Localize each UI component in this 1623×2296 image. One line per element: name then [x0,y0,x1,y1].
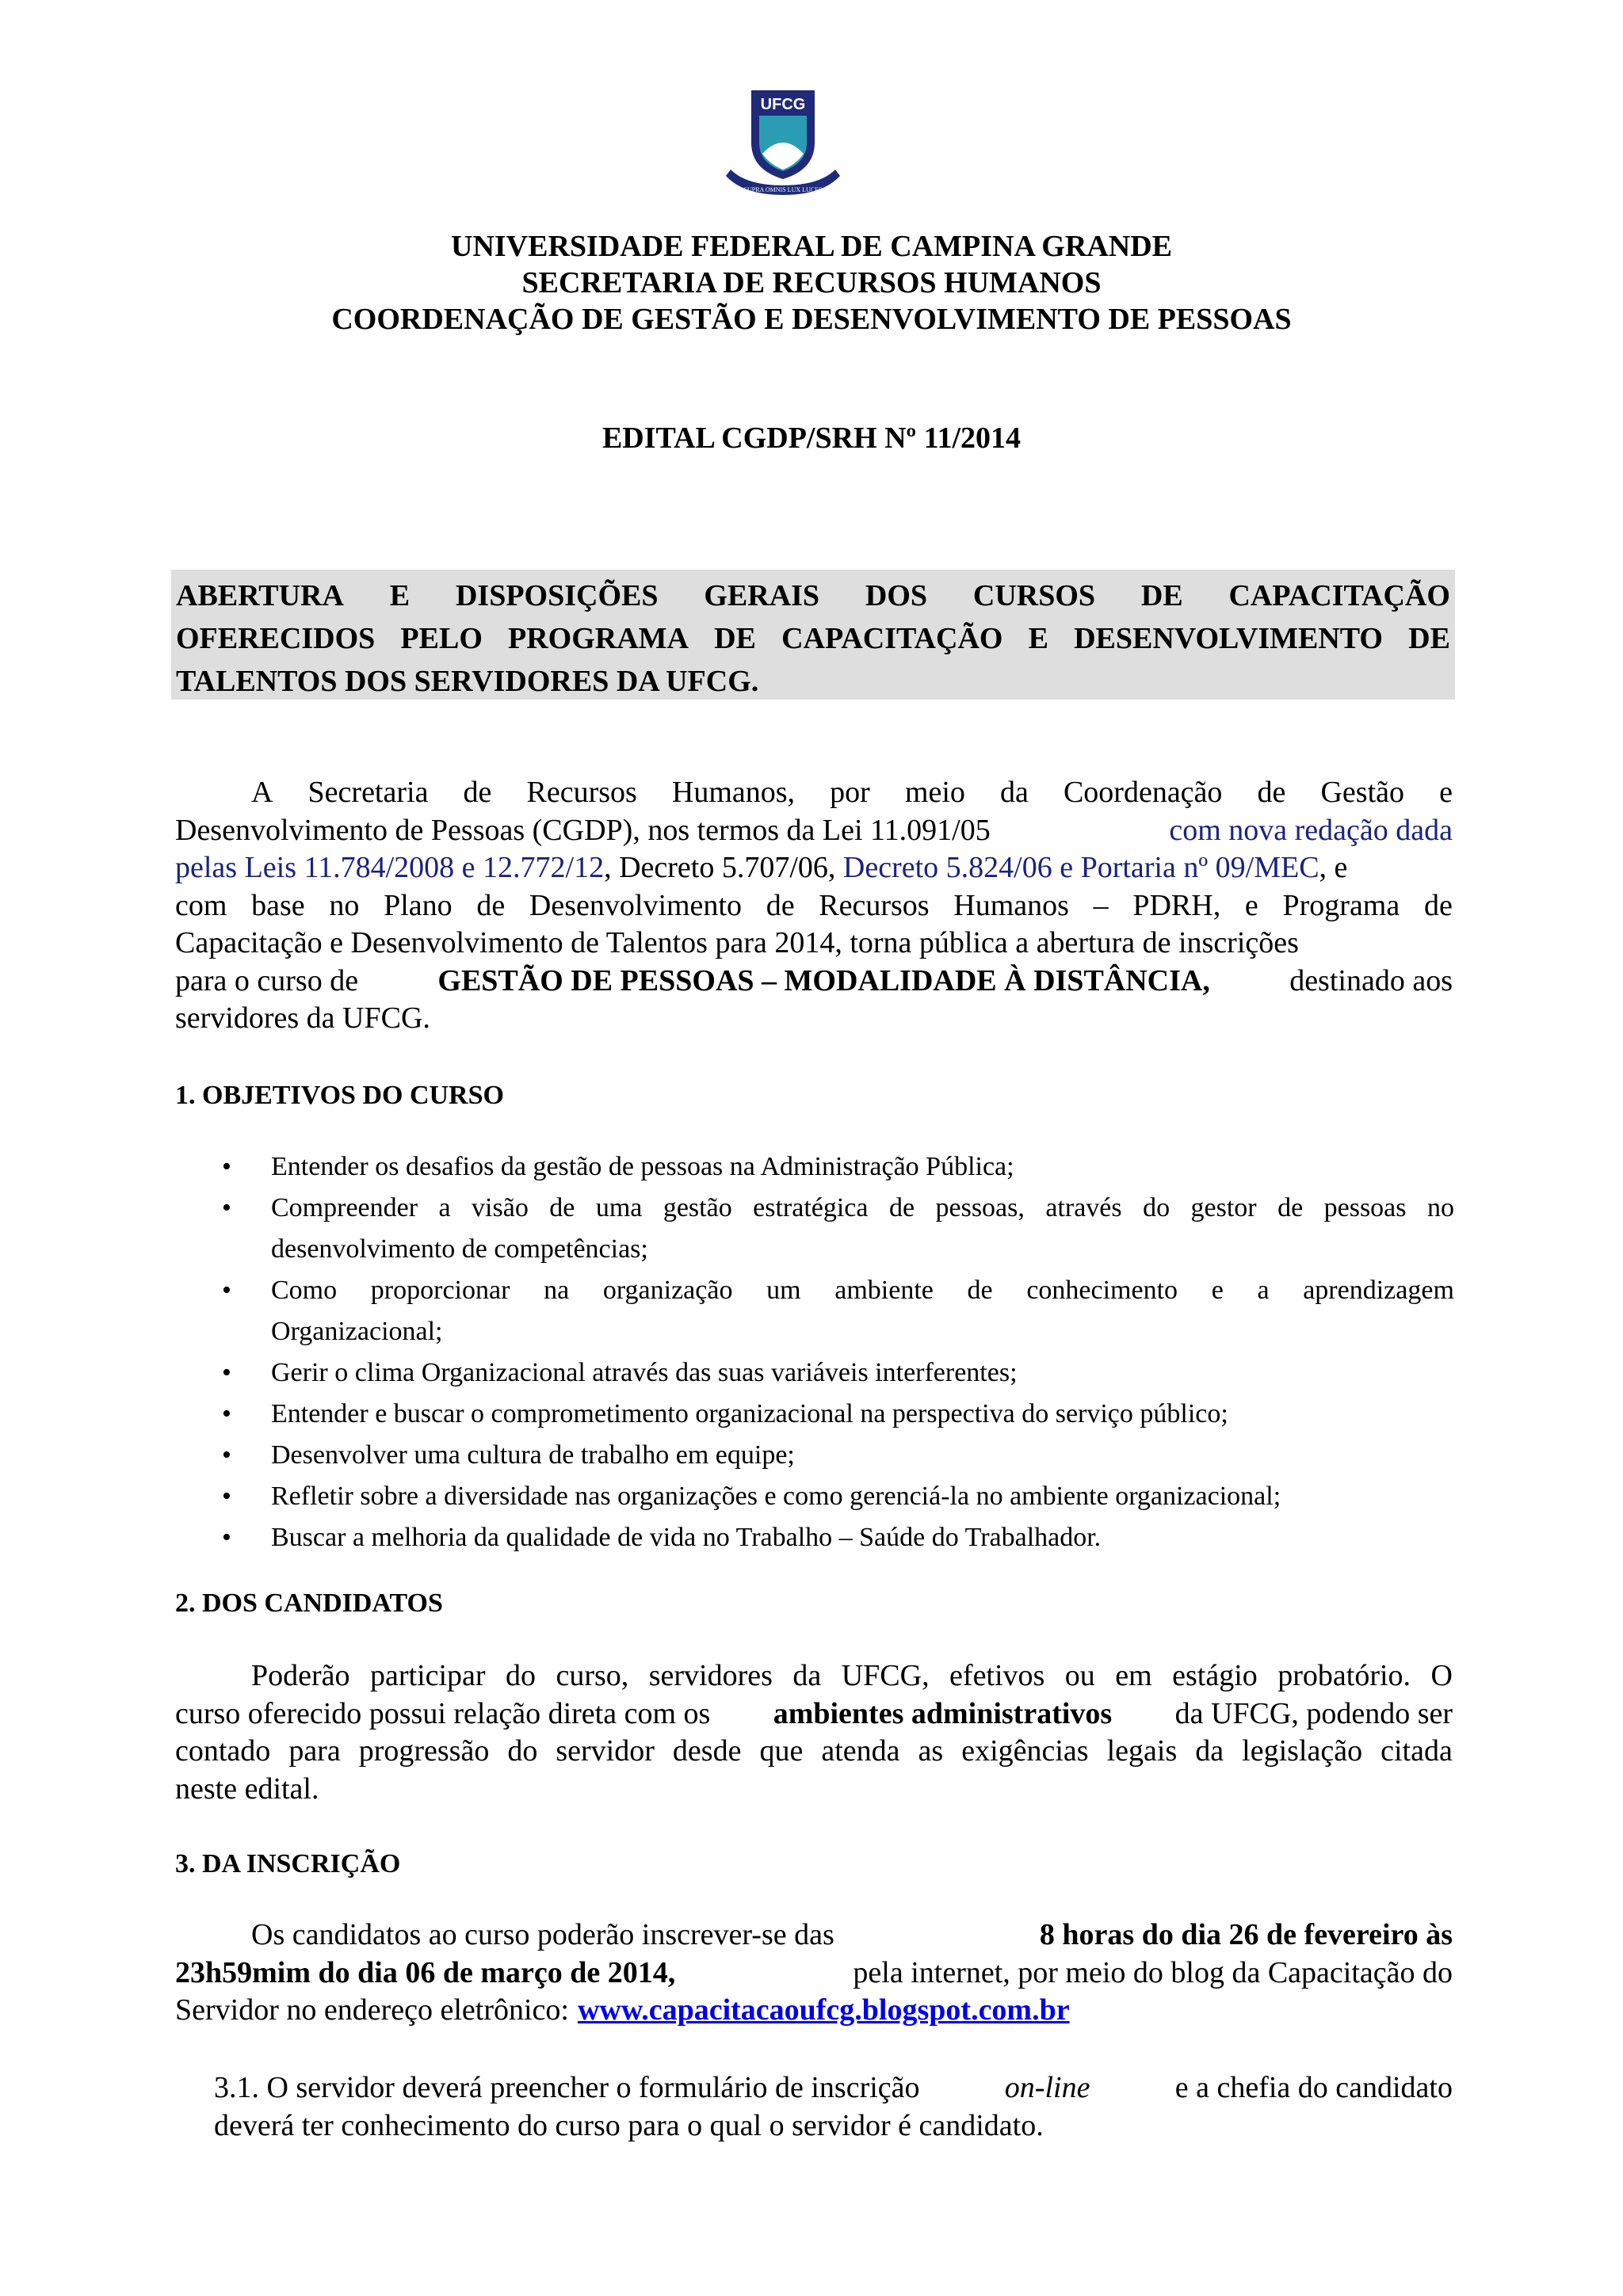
word: na [544,1276,570,1305]
word: Gestão [1320,776,1405,809]
word: servidor [556,1734,655,1768]
bullet-icon: • [222,1440,231,1470]
word: aprendizagem [1303,1276,1454,1305]
word: da [792,1659,822,1692]
word: CURSOS [972,579,1096,612]
section-3-title: 3. DA INSCRIÇÃO [175,1849,401,1878]
word: de [549,1193,575,1222]
word: atenda [821,1734,900,1768]
candidates-text: curso oferecido possui relação direta com os [175,1696,711,1730]
list-item-text: Entender os desafios da gestão de pessoas na Administração Pública; [271,1152,1014,1181]
inscricao-text: Os candidatos ao curso poderão inscrever-se das [251,1918,834,1951]
list-item-text: Desenvolver uma cultura de trabalho em equipe; [271,1440,795,1470]
subsection-3-1 [214,2069,1453,2145]
word: a [438,1193,451,1222]
word: no [1426,1193,1454,1222]
word: através [1045,1193,1122,1222]
intro-line-1 [175,774,1453,812]
list-item [222,1352,1454,1394]
section-2-title: 2. DOS CANDIDATOS [175,1589,443,1618]
list-item [222,1188,1454,1270]
word: gestão [663,1193,732,1222]
inscricao-line-2 [175,1955,1453,1993]
word: de [1277,1193,1304,1222]
subject-line-2 [176,617,1450,660]
bullet-icon: • [222,1152,231,1181]
list-item [222,1394,1454,1435]
word: ambiente [834,1276,934,1305]
word: curso, [556,1659,629,1692]
subject-line-1 [176,574,1450,617]
word: para [288,1734,341,1768]
word: Recursos [819,888,930,922]
intro-text: para o curso de [175,963,359,997]
subject-line-3: TALENTOS DOS SERVIDORES DA UFCG. [176,665,759,698]
word: visão [472,1193,529,1222]
list-item-text: Entender e buscar o comprometimento organizacional na perspectiva do serviço público; [271,1399,1228,1428]
word: Secretaria [307,776,429,809]
word: e [1211,1276,1224,1305]
word: Como [271,1276,338,1305]
word: PDRH, [1132,888,1221,922]
subsection-italic: on-line [1004,2071,1090,2104]
university-name: UNIVERSIDADE FEDERAL DE CAMPINA GRANDE [451,230,1172,263]
intro-line-6 [175,963,1453,1001]
word: Plano [384,888,453,922]
word: PROGRAMA [508,622,689,655]
list-item [222,1517,1454,1558]
bullet-icon: • [222,1523,231,1552]
inscricao-line-3 [175,1992,1453,2030]
word: E [1028,622,1048,655]
intro-line-5: Capacitação e Desenvolvimento de Talentos para 2014, torna pública a abertura de inscrições [175,926,1299,959]
intro-line-4 [175,887,1453,925]
word: da [1195,1734,1224,1768]
word: conhecimento [1026,1276,1178,1305]
word: O [1430,1659,1453,1692]
word: no [329,888,360,922]
subject-box [171,570,1455,700]
list-item-text: Refletir sobre a diversidade nas organizações e como gerenciá-la no ambiente organizacional; [271,1482,1281,1511]
word: desde [672,1734,742,1768]
word: DOS [865,579,928,612]
word: do [506,1659,537,1692]
word: estratégica [753,1193,869,1222]
word: de [463,776,492,809]
word: Desenvolvimento [529,888,742,922]
list-item-text: Buscar a melhoria da qualidade de vida no Trabalho – Saúde do Trabalhador. [271,1523,1102,1552]
word: citada [1381,1734,1453,1768]
intro-link-text: Decreto 5.824/06 e Portaria nº 09/MEC [842,851,1319,884]
inscricao-date: 23h59mim do dia 06 de março de 2014, [175,1955,676,1989]
word: legais [1106,1734,1178,1768]
word: proporcionar [370,1276,510,1305]
word: CAPACITAÇÃO [1228,579,1450,612]
word: UFCG, [841,1659,930,1692]
word: de [967,1276,993,1305]
list-item [222,1270,1454,1352]
logo-text: UFCG [760,96,806,113]
list-item-text: desenvolvimento de competências; [271,1234,648,1264]
ufcg-logo [720,87,846,206]
word: Programa [1282,888,1400,922]
word: base [251,888,305,922]
word: meio [904,776,965,809]
list-item [222,1146,1454,1188]
word: OFERECIDOS [176,622,376,655]
word: PELO [400,622,483,655]
bullet-icon: • [222,1193,231,1222]
word: as [918,1734,944,1768]
word: com [175,888,227,922]
word: em [1115,1659,1152,1692]
candidates-text: da UFCG, podendo ser [1174,1696,1453,1730]
section-1-title: 1. OBJETIVOS DO CURSO [175,1081,504,1110]
word: Humanos, [671,776,796,809]
intro-text: , Decreto 5.707/06, [604,851,843,884]
word: DE [714,622,756,655]
intro-line-3 [175,849,1453,887]
word: do [507,1734,538,1768]
subsection-3-1-line-1 [214,2069,1453,2107]
secretaria-name: SECRETARIA DE RECURSOS HUMANOS [521,266,1102,299]
coordenacao-name: COORDENAÇÃO DE GESTÃO E DESENVOLVIMENTO DE PESSOAS [331,303,1292,336]
word: ou [1064,1659,1095,1692]
word: por [830,776,870,809]
word: exigências [961,1734,1089,1768]
subsection-3-1-line-2: deverá ter conhecimento do curso para o qual o servidor é candidato. [214,2108,1044,2142]
word: GERAIS [704,579,820,612]
inscricao-line-1 [175,1917,1453,1955]
word: probatório. [1277,1659,1411,1692]
candidates-line-4: neste edital. [175,1772,319,1806]
bullet-icon: • [222,1399,231,1428]
intro-link-text: com nova redação dada [1169,813,1453,847]
word: A [251,776,273,809]
intro-text: Desenvolvimento de Pessoas (CGDP), nos termos da Lei 11.091/05 [175,813,991,847]
word: ABERTURA [176,579,344,612]
word: de [476,888,506,922]
word: DE [1408,622,1450,655]
word: Coordenação [1063,776,1223,809]
intro-line-7: servidores da UFCG. [175,1001,430,1035]
word: de [888,1193,915,1222]
bullet-icon: • [222,1482,231,1511]
word: efetivos [949,1659,1045,1692]
intro-line-2 [175,812,1453,850]
word: DISPOSIÇÕES [455,579,659,612]
word: pessoas, [935,1193,1025,1222]
candidates-emphasis: ambientes administrativos [773,1696,1113,1730]
word: contado [175,1734,271,1768]
blog-link[interactable]: www.capacitacaoufcg.blogspot.com.br [577,1993,1070,2027]
list-item-text [271,1188,1454,1229]
word: Poderão [251,1659,350,1692]
candidates-paragraph [175,1657,1453,1808]
word: Humanos [953,888,1069,922]
inscricao-date: 8 horas do dia 26 de fevereiro às [1039,1918,1453,1951]
word: – [1093,888,1109,922]
word: servidores [648,1659,773,1692]
word: de [1257,776,1286,809]
bullet-icon: • [222,1358,231,1387]
inscricao-paragraph [175,1917,1453,2030]
word: legislação [1242,1734,1363,1768]
list-item-text [271,1270,1454,1311]
word: Compreender [271,1193,418,1222]
subsection-text: 3.1. O servidor deverá preencher o formulário de inscrição [214,2071,920,2104]
word: um [766,1276,801,1305]
list-item [222,1435,1454,1476]
intro-text: destinado aos [1289,963,1453,997]
subsection-text: e a chefia do candidato [1174,2071,1453,2104]
word: da [999,776,1029,809]
objectives-list [222,1146,1454,1558]
word: Recursos [526,776,637,809]
institution-heading [0,228,1623,338]
word: do [1143,1193,1170,1222]
edital-number: EDITAL CGDP/SRH Nº 11/2014 [601,421,1022,455]
inscricao-text: pela internet, por meio do blog da Capacitação do [853,1955,1453,1989]
list-item-text: Gerir o clima Organizacional através das suas variáveis interferentes; [271,1358,1018,1387]
word: que [759,1734,804,1768]
word: E [389,579,411,612]
word: gestor [1190,1193,1257,1222]
intro-link-text: pelas Leis 11.784/2008 e 12.772/12 [175,851,605,884]
candidates-line-3 [175,1733,1453,1771]
word: a [1257,1276,1270,1305]
intro-paragraph [175,774,1453,1038]
list-item [222,1476,1454,1517]
list-item-text: Organizacional; [271,1317,443,1346]
candidates-line-1 [175,1657,1453,1695]
intro-text: , e [1319,851,1348,884]
word: de [766,888,795,922]
word: CAPACITAÇÃO [781,622,1003,655]
word: de [1423,888,1453,922]
word: participar [369,1659,486,1692]
candidates-line-2 [175,1695,1453,1733]
bullet-icon: • [222,1276,231,1305]
word: estágio [1172,1659,1258,1692]
course-name: GESTÃO DE PESSOAS – MODALIDADE À DISTÂNCIA, [437,963,1210,997]
word: DE [1140,579,1183,612]
word: uma [595,1193,643,1222]
word: e [1244,888,1258,922]
word: progressão [358,1734,490,1768]
logo-motto: SUPRA OMNIS LUX LUCES [743,186,823,193]
word: organização [602,1276,733,1305]
word: e [1439,776,1453,809]
word: pessoas [1323,1193,1407,1222]
word: DESENVOLVIMENTO [1074,622,1383,655]
inscricao-text: Servidor no endereço eletrônico: [175,1993,569,2027]
